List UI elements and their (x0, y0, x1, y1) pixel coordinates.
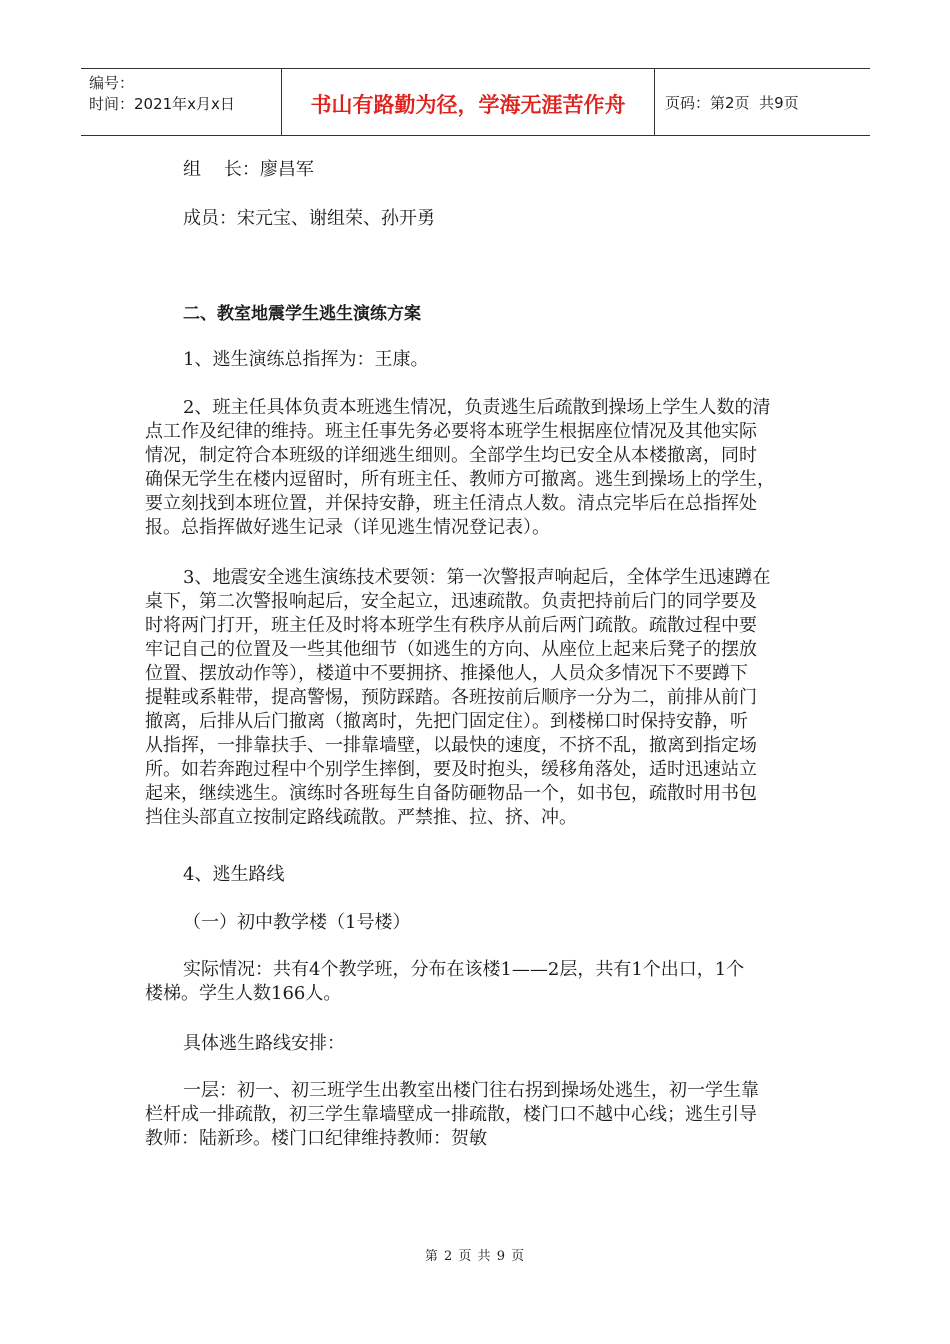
paragraph-7 (145, 1079, 805, 1151)
paragraph-3-line: 时将两门打开，班主任及时将本班学生有秩序从前后两门疏散。疏散过程中要 (145, 615, 757, 636)
members-line (145, 207, 843, 231)
paragraph-2-line: 2、班主任具体负责本班逃生情况，负责逃生后疏散到操场上学生人数的清 (183, 397, 771, 418)
paragraph-2-line: 要立刻找到本班位置，并保持安静，班主任清点人数。清点完毕后在总指挥处 (145, 493, 757, 514)
paragraph-1-text: 1、逃生演练总指挥为：王康。 (183, 349, 429, 370)
subsection-1-text: （一）初中教学楼（1号楼） (183, 912, 411, 933)
paragraph-5-line: 楼梯。学生人数166人。 (145, 983, 342, 1004)
paragraph-7-line: 一层：初一、初三班学生出教室出楼门往右拐到操场处逃生，初一学生靠 (183, 1080, 759, 1101)
paragraph-4 (145, 863, 843, 887)
header-meta (81, 69, 282, 135)
paragraph-7-line: 栏杆成一排疏散，初三学生靠墙壁成一排疏散，楼门口不越中心线；逃生引导 (145, 1104, 757, 1125)
leader-line (145, 158, 843, 182)
paragraph-1 (145, 348, 843, 372)
paragraph-2-line: 报。总指挥做好逃生记录（详见逃生情况登记表）。 (145, 517, 550, 538)
footer-page-number: 第 2 页 共 9 页 (424, 1249, 526, 1264)
paragraph-3-line: 提鞋或系鞋带，提高警惕，预防踩踏。各班按前后顺序一分为二，前排从前门 (145, 687, 757, 708)
paragraph-2-line: 点工作及纪律的维持。班主任事先务必要将本班学生根据座位情况及其他实际 (145, 421, 757, 442)
paragraph-3-line: 牢记自己的位置及一些其他细节（如逃生的方向、从座位上起来后凳子的摆放 (145, 639, 757, 660)
paragraph-3-line: 位置、摆放动作等），楼道中不要拥挤、推搡他人，人员众多情况下不要蹲下 (145, 663, 748, 684)
paragraph-7-line: 教师：陆新珍。楼门口纪律维持教师：贺敏 (145, 1128, 487, 1149)
paragraph-3-line: 起来，继续逃生。演练时各班每生自备防砸物品一个，如书包，疏散时用书包 (145, 783, 757, 804)
leader-text: 组 长：廖昌军 (183, 159, 314, 180)
section-2-title-text: 二、教室地震学生逃生演练方案 (183, 304, 421, 324)
members-text: 成员：宋元宝、谢组荣、孙开勇 (183, 208, 435, 229)
time-label: 时间：2021年x月x日 (89, 95, 235, 113)
paragraph-3-line: 桌下，第二次警报响起后，安全起立，迅速疏散。负责把持前后门的同学要及 (145, 591, 757, 612)
paragraph-3-line: 撤离，后排从后门撤离（撤离时，先把门固定住）。到楼梯口时保持安静，听 (145, 711, 748, 732)
paragraph-6 (145, 1032, 843, 1056)
header-motto: 书山有路勤为径，学海无涯苦作舟 (282, 69, 655, 135)
paragraph-2 (145, 396, 805, 540)
paragraph-3-line: 3、地震安全逃生演练技术要领：第一次警报声响起后，全体学生迅速蹲在 (183, 567, 771, 588)
document-header (81, 68, 870, 136)
paragraph-6-text: 具体逃生路线安排： (183, 1033, 345, 1054)
paragraph-4-text: 4、逃生路线 (183, 864, 285, 885)
number-label: 编号： (89, 74, 135, 92)
page-footer (0, 1245, 950, 1264)
paragraph-3-line: 从指挥，一排靠扶手、一排靠墙壁，以最快的速度，不挤不乱，撤离到指定场 (145, 735, 757, 756)
page-label: 页码：第2页 共9页 (665, 93, 799, 112)
header-page-info (655, 69, 870, 135)
paragraph-2-line: 确保无学生在楼内逗留时，所有班主任、教师方可撤离。逃生到操场上的学生， (145, 469, 775, 490)
section-2-title (145, 302, 843, 326)
paragraph-3-line: 所。如若奔跑过程中个别学生摔倒，要及时抱头，缓移角落处，适时迅速站立 (145, 759, 757, 780)
subsection-1 (145, 911, 843, 935)
paragraph-3 (145, 566, 805, 830)
paragraph-5 (145, 958, 805, 1006)
paragraph-2-line: 情况，制定符合本班级的详细逃生细则。全部学生均已安全从本楼撤离，同时 (145, 445, 757, 466)
paragraph-3-line: 挡住头部直立按制定路线疏散。严禁推、拉、挤、冲。 (145, 807, 577, 828)
paragraph-5-line: 实际情况：共有4个教学班，分布在该楼1——2层，共有1个出口，1个 (183, 959, 745, 980)
